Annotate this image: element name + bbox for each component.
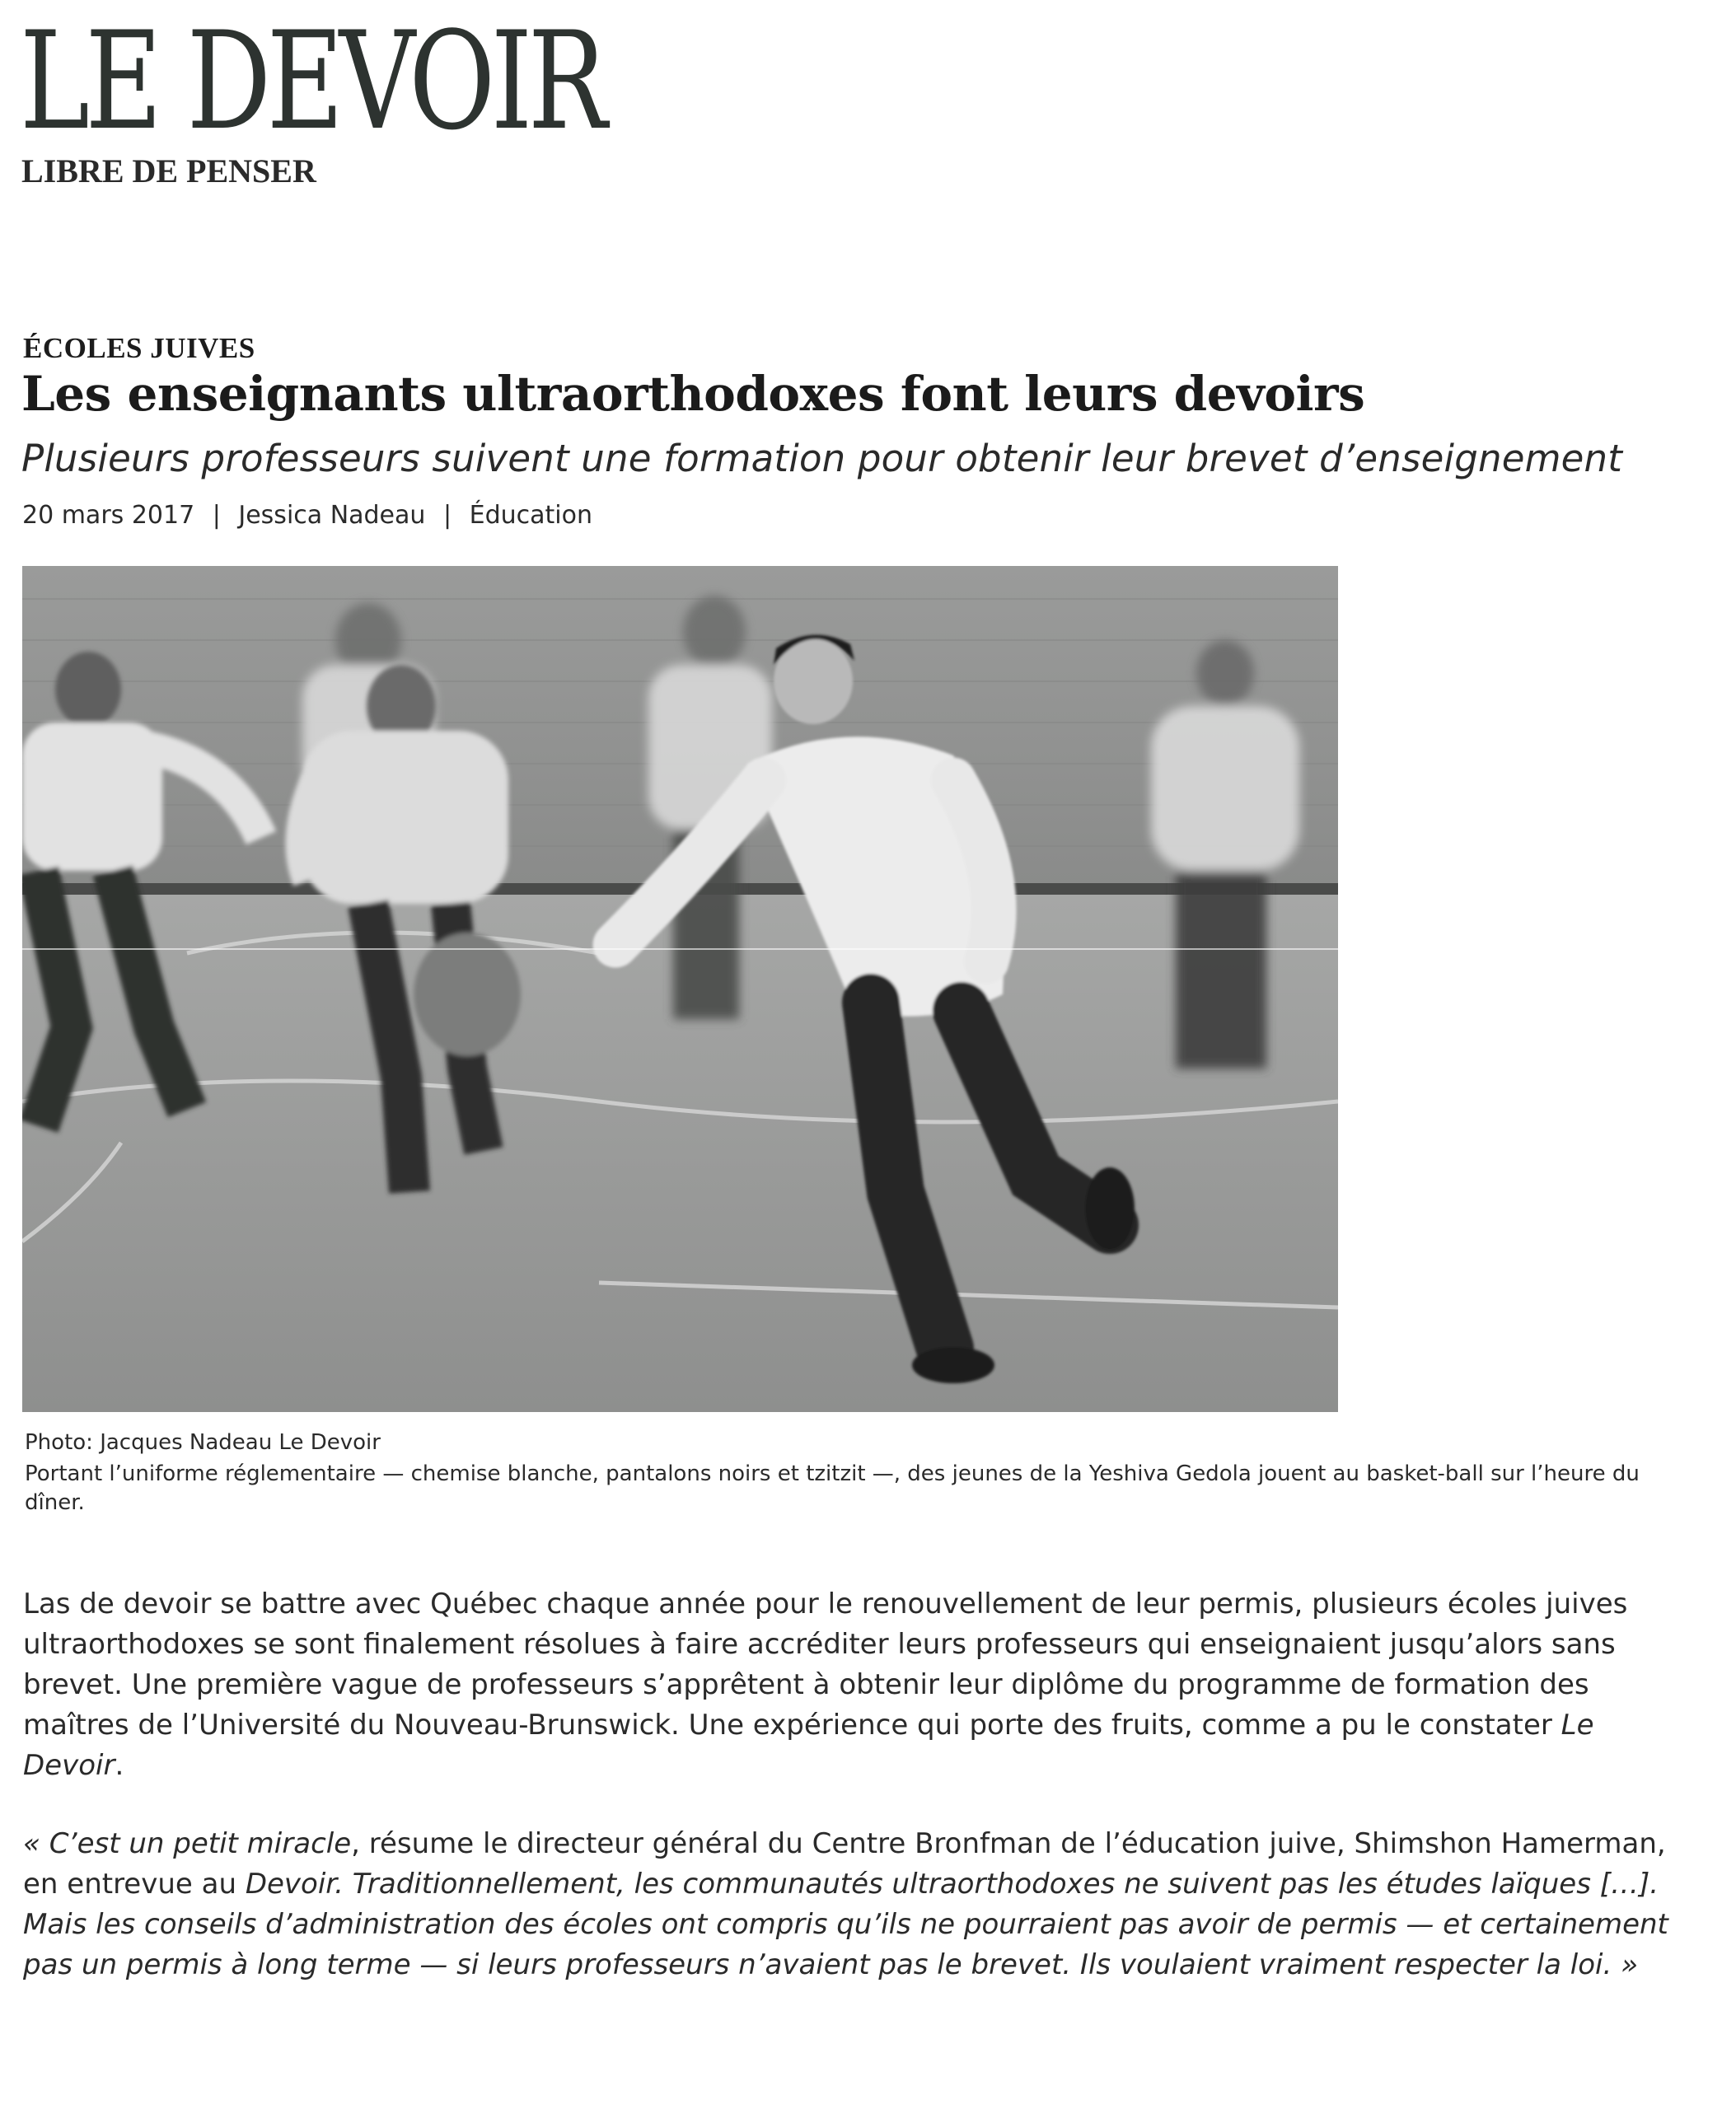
photo-caption: Portant l’uniforme réglementaire — chemise blanche, pantalons noirs et tzitzit —, des jeunes de la Yeshiva Gedola jouent au basket-ball sur l’heure du dîner. (25, 1461, 1640, 1515)
article-kicker: ÉCOLES JUIVES (23, 332, 255, 364)
logo-block[interactable] (20, 2, 679, 189)
article-photo (22, 566, 1338, 1412)
paragraph-1-end: . (115, 1749, 124, 1782)
paragraph-2-attribution: , résume le directeur général du Centre Bronfman de l’éducation juive, Shimshon Hamerman, en entrevue au (23, 1827, 1666, 1901)
paragraph-1-text: Las de devoir se battre avec Québec chaque année pour le renouvellement de leur permis, plusieurs écoles juives ultraorthodoxes se sont finalement résolues à faire accréditer leurs professeurs qui enseignaient jusqu’alors sans brevet. Une première vague de professeurs s’apprêtent à obtenir leur diplôme du programme de formation des maîtres de l’Université du Nouveau-Brunswick. Une expérience qui porte des fruits, comme a pu le constater (23, 1588, 1628, 1742)
quote-body: . Traditionnellement, les communautés ultraorthodoxes ne suivent pas les études laïques […]. Mais les conseils d’administration des écoles ont compris qu’ils ne pourraient pas avoir de permis — et certainement pas un permis à long terme — si leurs professeurs n’avaient pas le brevet. Ils voulaient vraiment respecter la loi. » (23, 1868, 1668, 1981)
article-paragraph-2 (23, 1824, 1687, 1985)
article-section[interactable]: Éducation (469, 501, 592, 530)
photo-credit: Photo: Jacques Nadeau Le Devoir (25, 1430, 381, 1455)
article-author[interactable]: Jessica Nadeau (238, 501, 426, 530)
publication-name: Devoir (245, 1868, 335, 1901)
article-headline: Les enseignants ultraorthodoxes font leurs devoirs (21, 366, 1365, 422)
quote-opening: « C’est un petit miracle (23, 1827, 352, 1860)
tagline: LIBRE DE PENSER (21, 152, 316, 189)
meta-separator: | (212, 501, 221, 530)
basketball-photo (22, 566, 1338, 1412)
article-meta (22, 501, 592, 530)
publication-name: Le Devoir (23, 1709, 1594, 1782)
article-subheadline: Plusieurs professeurs suivent une formation pour obtenir leur brevet d’enseignement (21, 437, 1623, 480)
meta-separator: | (442, 501, 452, 530)
article-paragraph-1 (23, 1584, 1687, 1786)
logo[interactable]: LE DEVOIR (20, 2, 603, 160)
article-date: 20 mars 2017 (22, 501, 195, 530)
